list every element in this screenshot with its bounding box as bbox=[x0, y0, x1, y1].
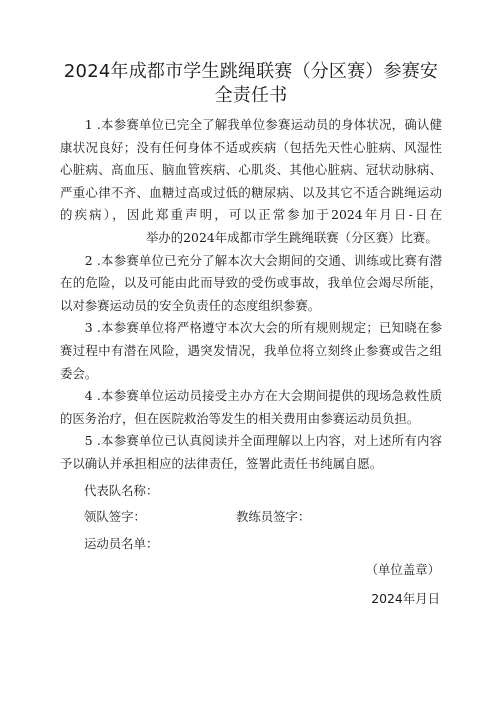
athlete-list-field bbox=[60, 533, 442, 556]
document-title bbox=[60, 60, 442, 108]
athlete-list-label: 运动员名单： bbox=[84, 535, 159, 551]
title-line-1: 2024年成都市学生跳绳联赛（分区赛）参赛安 bbox=[63, 61, 439, 82]
clause-5-number: 5 bbox=[84, 433, 93, 449]
clause-4-number: 4 bbox=[84, 388, 93, 404]
clause-3 bbox=[60, 317, 442, 385]
clause-2-number: 2 bbox=[84, 252, 93, 268]
clause-2 bbox=[60, 250, 442, 318]
signature-row bbox=[60, 506, 442, 529]
clause-5 bbox=[60, 430, 442, 475]
signing-date: 2024年月日 bbox=[371, 590, 440, 606]
coach-signature-label: 教练员签字： bbox=[235, 509, 311, 525]
clause-3-number: 3 bbox=[84, 320, 93, 336]
clause-1-text-b: 举办的 bbox=[146, 229, 184, 245]
clause-1-date: 2024年月日-日在 bbox=[331, 207, 442, 223]
clause-1-text-a: .本参赛单位已完全了解我单位参赛运动员的身体状况，确认健康状况良好；没有任何身体不适或疾病（包括先天性心脏病、风湿性心脏病、高血压、脑血管疾病、心肌炎、其他心脏病、冠状动脉病、严重心律不齐、血糖过高或过低的糖尿病、以及其它不适合跳绳运动的疾病），因此郑重声明，可以正常参加于 bbox=[60, 117, 442, 223]
clause-1-number: 1 bbox=[84, 117, 93, 132]
clause-1-text-c: 年成都市学生跳绳联赛（分区赛）比赛。 bbox=[214, 229, 438, 245]
clause-4 bbox=[60, 385, 442, 430]
unit-seal: （单位盖章） bbox=[365, 562, 440, 578]
clause-5-text: .本参赛单位已认真阅读并全面理解以上内容，对上述所有内容予以确认并承担相应的法律责任，签署此责任书纯属自愿。 bbox=[60, 433, 442, 471]
clause-1-year: 2024 bbox=[183, 229, 215, 245]
clause-2-text: .本参赛单位已充分了解本次大会期间的交通、训练或比赛有潜在的危险，以及可能由此而导致的受伤或事故，我单位会竭尽所能，以对参赛运动员的安全负责任的态度组织参赛。 bbox=[60, 252, 442, 313]
leader-signature-label: 领队签字： bbox=[84, 509, 146, 525]
title-line-2: 全责任书 bbox=[214, 85, 288, 106]
clause-4-text: .本参赛单位运动员接受主办方在大会期间提供的现场急救性质的医务治疗，但在医院救治等发生的相关费用由参赛运动员负担。 bbox=[60, 388, 442, 426]
clause-3-text: .本参赛单位将严格遵守本次大会的所有规则规定；已知晓在参赛过程中有潜在风险，遇突发情况，我单位将立刻终止参赛或告之组委会。 bbox=[60, 320, 442, 381]
team-name-field bbox=[60, 480, 442, 503]
team-name-label: 代表队名称： bbox=[84, 482, 159, 498]
clause-1 bbox=[60, 114, 442, 250]
